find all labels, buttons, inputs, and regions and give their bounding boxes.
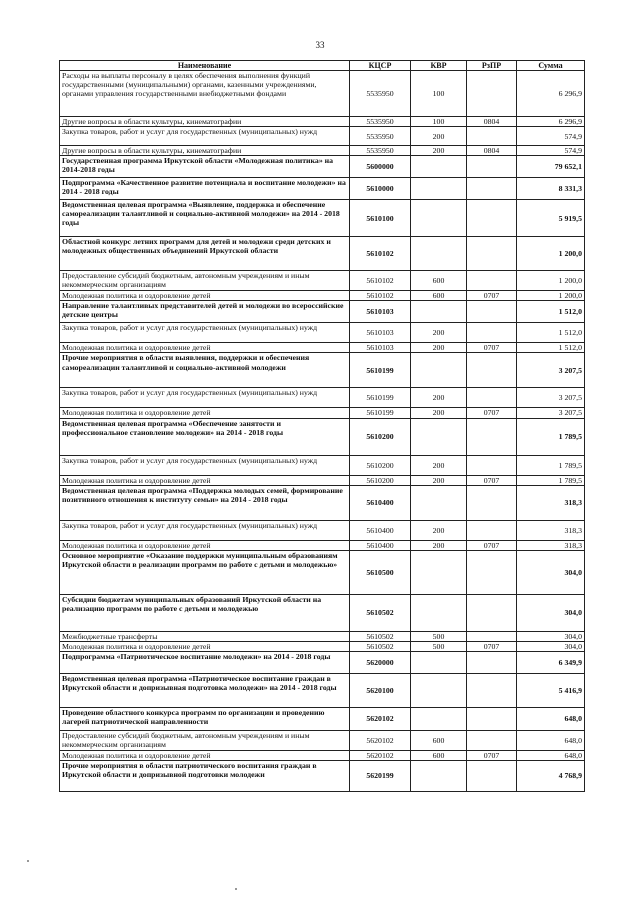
row-kvr: 200	[411, 408, 467, 418]
row-rzpr: 0707	[467, 343, 517, 353]
row-kcsr: 5620102	[350, 707, 411, 730]
table-row	[60, 200, 585, 237]
page-number: 33	[315, 40, 325, 50]
table-row	[60, 388, 585, 408]
row-sum: 8 331,3	[517, 178, 585, 200]
table-row	[60, 673, 585, 707]
row-rzpr	[467, 156, 517, 178]
row-sum: 648,0	[517, 730, 585, 750]
row-kvr: 100	[411, 71, 467, 117]
row-name: Направление талантливых представителей детей и молодежи во всероссийские детские центры	[60, 301, 350, 323]
row-kcsr: 5610199	[350, 388, 411, 408]
row-rzpr: 0707	[467, 475, 517, 485]
row-kvr: 200	[411, 146, 467, 156]
header-sum: Сумма	[517, 61, 585, 71]
row-rzpr	[467, 237, 517, 271]
row-kcsr: 5610502	[350, 641, 411, 651]
row-name: Молодежная политика и оздоровление детей	[60, 408, 350, 418]
row-kvr	[411, 550, 467, 594]
table-row	[60, 485, 585, 520]
header-name: Наименование	[60, 61, 350, 71]
row-kvr	[411, 200, 467, 237]
table-row	[60, 156, 585, 178]
row-name: Основное мероприятие «Оказание поддержки муниципальным образованиям Иркутской области в реализации программ по работе с детьми и молодежью»	[60, 550, 350, 594]
row-rzpr	[467, 323, 517, 343]
table-row	[60, 71, 585, 117]
row-sum: 6 349,9	[517, 651, 585, 673]
row-name: Межбюджетные трансферты	[60, 631, 350, 641]
row-kcsr: 5610200	[350, 418, 411, 455]
row-rzpr	[467, 271, 517, 291]
row-name: Государственная программа Иркутской области «Молодежная политика» на 2014-2018 годы	[60, 156, 350, 178]
row-kcsr: 5610502	[350, 631, 411, 641]
row-kcsr: 5620100	[350, 673, 411, 707]
row-name: Молодежная политика и оздоровление детей	[60, 343, 350, 353]
row-rzpr	[467, 631, 517, 641]
row-rzpr	[467, 178, 517, 200]
row-sum: 574,9	[517, 146, 585, 156]
row-kcsr: 5535950	[350, 146, 411, 156]
row-sum: 6 296,9	[517, 71, 585, 117]
row-rzpr: 0707	[467, 291, 517, 301]
row-rzpr	[467, 730, 517, 750]
row-name: Ведомственная целевая программа «Обеспечение занятости и профессиональное становление молодежи» на 2014 - 2018 годы	[60, 418, 350, 455]
table-row	[60, 641, 585, 651]
row-kvr: 100	[411, 117, 467, 127]
scan-speck	[27, 860, 29, 862]
row-sum: 1 512,0	[517, 323, 585, 343]
table-row	[60, 178, 585, 200]
table-row	[60, 707, 585, 730]
row-name: Ведомственная целевая программа «Выявление, поддержка и обеспечение самореализации талантливой и социально-активной молодежи» на 2014 - 2018 годы	[60, 200, 350, 237]
row-sum: 648,0	[517, 750, 585, 760]
table-row	[60, 455, 585, 475]
row-name: Закупка товаров, работ и услуг для государственных (муниципальных) нужд	[60, 520, 350, 540]
row-name: Молодежная политика и оздоровление детей	[60, 291, 350, 301]
row-sum: 304,0	[517, 631, 585, 641]
table-row	[60, 550, 585, 594]
row-rzpr	[467, 455, 517, 475]
table-row	[60, 594, 585, 631]
row-kcsr: 5610500	[350, 550, 411, 594]
row-name: Закупка товаров, работ и услуг для государственных (муниципальных) нужд	[60, 455, 350, 475]
row-kvr	[411, 673, 467, 707]
table-row	[60, 761, 585, 792]
table-row	[60, 237, 585, 271]
row-name: Молодежная политика и оздоровление детей	[60, 750, 350, 760]
row-name: Закупка товаров, работ и услуг для государственных (муниципальных) нужд	[60, 388, 350, 408]
row-kvr	[411, 156, 467, 178]
row-sum: 6 296,9	[517, 117, 585, 127]
table-row	[60, 127, 585, 146]
row-kcsr: 5610103	[350, 301, 411, 323]
row-sum: 1 512,0	[517, 301, 585, 323]
row-kcsr: 5620199	[350, 761, 411, 792]
row-rzpr: 0804	[467, 146, 517, 156]
row-sum: 5 919,5	[517, 200, 585, 237]
row-rzpr: 0707	[467, 750, 517, 760]
row-kcsr: 5610199	[350, 408, 411, 418]
row-rzpr: 0707	[467, 540, 517, 550]
row-kvr	[411, 301, 467, 323]
table-body	[60, 71, 585, 792]
row-sum: 1 200,0	[517, 291, 585, 301]
row-sum: 1 200,0	[517, 271, 585, 291]
row-kvr: 200	[411, 127, 467, 146]
row-kvr	[411, 353, 467, 388]
row-kvr: 200	[411, 520, 467, 540]
row-name: Ведомственная целевая программа «Поддержка молодых семей, формирование позитивного отношения к институту семьи» на 2014 - 2018 годы	[60, 485, 350, 520]
table-row	[60, 301, 585, 323]
row-sum: 318,3	[517, 485, 585, 520]
row-sum: 318,3	[517, 520, 585, 540]
row-name: Молодежная политика и оздоровление детей	[60, 475, 350, 485]
row-kvr	[411, 178, 467, 200]
row-kcsr: 5610102	[350, 291, 411, 301]
row-name: Закупка товаров, работ и услуг для государственных (муниципальных) нужд	[60, 323, 350, 343]
row-kvr: 200	[411, 455, 467, 475]
row-sum: 3 207,5	[517, 353, 585, 388]
row-rzpr	[467, 301, 517, 323]
row-kcsr: 5620102	[350, 750, 411, 760]
row-name: Прочие мероприятия в области выявления, поддержки и обеспечения самореализации талантливой и социально-активной молодежи	[60, 353, 350, 388]
row-rzpr	[467, 485, 517, 520]
row-kvr	[411, 485, 467, 520]
row-rzpr	[467, 761, 517, 792]
row-kcsr: 5610103	[350, 343, 411, 353]
row-sum: 304,0	[517, 594, 585, 631]
row-rzpr: 0707	[467, 641, 517, 651]
row-kcsr: 5610200	[350, 475, 411, 485]
row-sum: 3 207,5	[517, 408, 585, 418]
row-sum: 79 652,1	[517, 156, 585, 178]
row-rzpr	[467, 200, 517, 237]
table-row	[60, 117, 585, 127]
row-kcsr: 5535950	[350, 117, 411, 127]
row-kcsr: 5610400	[350, 540, 411, 550]
row-kvr	[411, 594, 467, 631]
row-rzpr	[467, 520, 517, 540]
row-kvr: 600	[411, 271, 467, 291]
row-kcsr: 5610502	[350, 594, 411, 631]
row-rzpr	[467, 594, 517, 631]
row-sum: 1 789,5	[517, 455, 585, 475]
table-row	[60, 291, 585, 301]
row-kvr	[411, 761, 467, 792]
row-sum: 1 789,5	[517, 418, 585, 455]
row-sum: 3 207,5	[517, 388, 585, 408]
row-kvr: 600	[411, 730, 467, 750]
row-kcsr: 5620102	[350, 730, 411, 750]
table-row	[60, 631, 585, 641]
row-rzpr	[467, 550, 517, 594]
row-name: Субсидии бюджетам муниципальных образований Иркутской области на реализацию программ по работе с детьми и молодежью	[60, 594, 350, 631]
row-kvr: 200	[411, 323, 467, 343]
row-rzpr	[467, 71, 517, 117]
row-kvr: 200	[411, 343, 467, 353]
row-kcsr: 5610102	[350, 271, 411, 291]
row-name: Проведение областного конкурса программ по организации и проведению лагерей патриотической направленности	[60, 707, 350, 730]
row-name: Прочие мероприятия в области патриотического воспитания граждан в Иркутской области и допризывной подготовки молодежи	[60, 761, 350, 792]
row-name: Расходы на выплаты персоналу в целях обеспечения выполнения функций государственными (муниципальными) органами, казенными учреждениями, органами управления государственными внебюджетными фондами	[60, 71, 350, 117]
header-kcsr: КЦСР	[350, 61, 411, 71]
row-name: Ведомственная целевая программа «Патриотическое воспитание граждан в Иркутской области и допризывная подготовка молодежи» на 2014 - 2018 годы	[60, 673, 350, 707]
table-row	[60, 520, 585, 540]
row-kvr: 200	[411, 540, 467, 550]
row-name: Подпрограмма «Качественное развитие потенциала и воспитание молодежи» на 2014 - 2018 годы	[60, 178, 350, 200]
row-rzpr	[467, 127, 517, 146]
row-rzpr	[467, 388, 517, 408]
row-sum: 304,0	[517, 550, 585, 594]
table-row	[60, 418, 585, 455]
row-sum: 648,0	[517, 707, 585, 730]
row-kcsr: 5610000	[350, 178, 411, 200]
row-kcsr: 5535950	[350, 127, 411, 146]
table-row	[60, 408, 585, 418]
row-rzpr: 0707	[467, 408, 517, 418]
header-rzpr: РзПР	[467, 61, 517, 71]
row-sum: 1 200,0	[517, 237, 585, 271]
row-kcsr: 5610400	[350, 485, 411, 520]
row-rzpr	[467, 418, 517, 455]
row-sum: 318,3	[517, 540, 585, 550]
row-kvr	[411, 418, 467, 455]
row-name: Закупка товаров, работ и услуг для государственных (муниципальных) нужд	[60, 127, 350, 146]
row-kcsr: 5610199	[350, 353, 411, 388]
row-name: Предоставление субсидий бюджетным, автономным учреждениям и иным некоммерческим организациям	[60, 271, 350, 291]
row-rzpr	[467, 353, 517, 388]
row-rzpr: 0804	[467, 117, 517, 127]
row-name: Областной конкурс летних программ для детей и молодежи среди детских и молодежных общественных объединений Иркутской области	[60, 237, 350, 271]
table-row	[60, 353, 585, 388]
row-kvr: 600	[411, 750, 467, 760]
row-kcsr: 5610100	[350, 200, 411, 237]
row-name: Другие вопросы в области культуры, кинематографии	[60, 146, 350, 156]
row-name: Молодежная политика и оздоровление детей	[60, 540, 350, 550]
row-sum: 1 789,5	[517, 475, 585, 485]
row-sum: 5 416,9	[517, 673, 585, 707]
row-kcsr: 5610102	[350, 237, 411, 271]
row-kcsr: 5610103	[350, 323, 411, 343]
row-kvr: 500	[411, 631, 467, 641]
row-kcsr: 5620000	[350, 651, 411, 673]
row-rzpr	[467, 673, 517, 707]
row-name: Предоставление субсидий бюджетным, автономным учреждениям и иным некоммерческим организациям	[60, 730, 350, 750]
row-sum: 4 768,9	[517, 761, 585, 792]
row-name: Подпрограмма «Патриотическое воспитание молодежи» на 2014 - 2018 годы	[60, 651, 350, 673]
row-kcsr: 5610400	[350, 520, 411, 540]
header-kvr: КВР	[411, 61, 467, 71]
row-kcsr: 5535950	[350, 71, 411, 117]
row-kvr	[411, 237, 467, 271]
table-row	[60, 475, 585, 485]
row-name: Другие вопросы в области культуры, кинематографии	[60, 117, 350, 127]
row-sum: 574,9	[517, 127, 585, 146]
row-sum: 1 512,0	[517, 343, 585, 353]
row-kvr	[411, 707, 467, 730]
table-row	[60, 146, 585, 156]
row-kvr: 200	[411, 475, 467, 485]
scan-speck	[235, 888, 237, 890]
row-rzpr	[467, 651, 517, 673]
row-sum: 304,0	[517, 641, 585, 651]
row-kvr	[411, 651, 467, 673]
table-row	[60, 651, 585, 673]
row-rzpr	[467, 707, 517, 730]
table-row	[60, 343, 585, 353]
row-kcsr: 5600000	[350, 156, 411, 178]
table-row	[60, 730, 585, 750]
table-header-row	[60, 61, 585, 71]
budget-table	[59, 60, 585, 792]
table-row	[60, 271, 585, 291]
row-kvr: 600	[411, 291, 467, 301]
row-name: Молодежная политика и оздоровление детей	[60, 641, 350, 651]
table-row	[60, 750, 585, 760]
row-kcsr: 5610200	[350, 455, 411, 475]
row-kvr: 500	[411, 641, 467, 651]
row-kvr: 200	[411, 388, 467, 408]
table-row	[60, 323, 585, 343]
table-row	[60, 540, 585, 550]
